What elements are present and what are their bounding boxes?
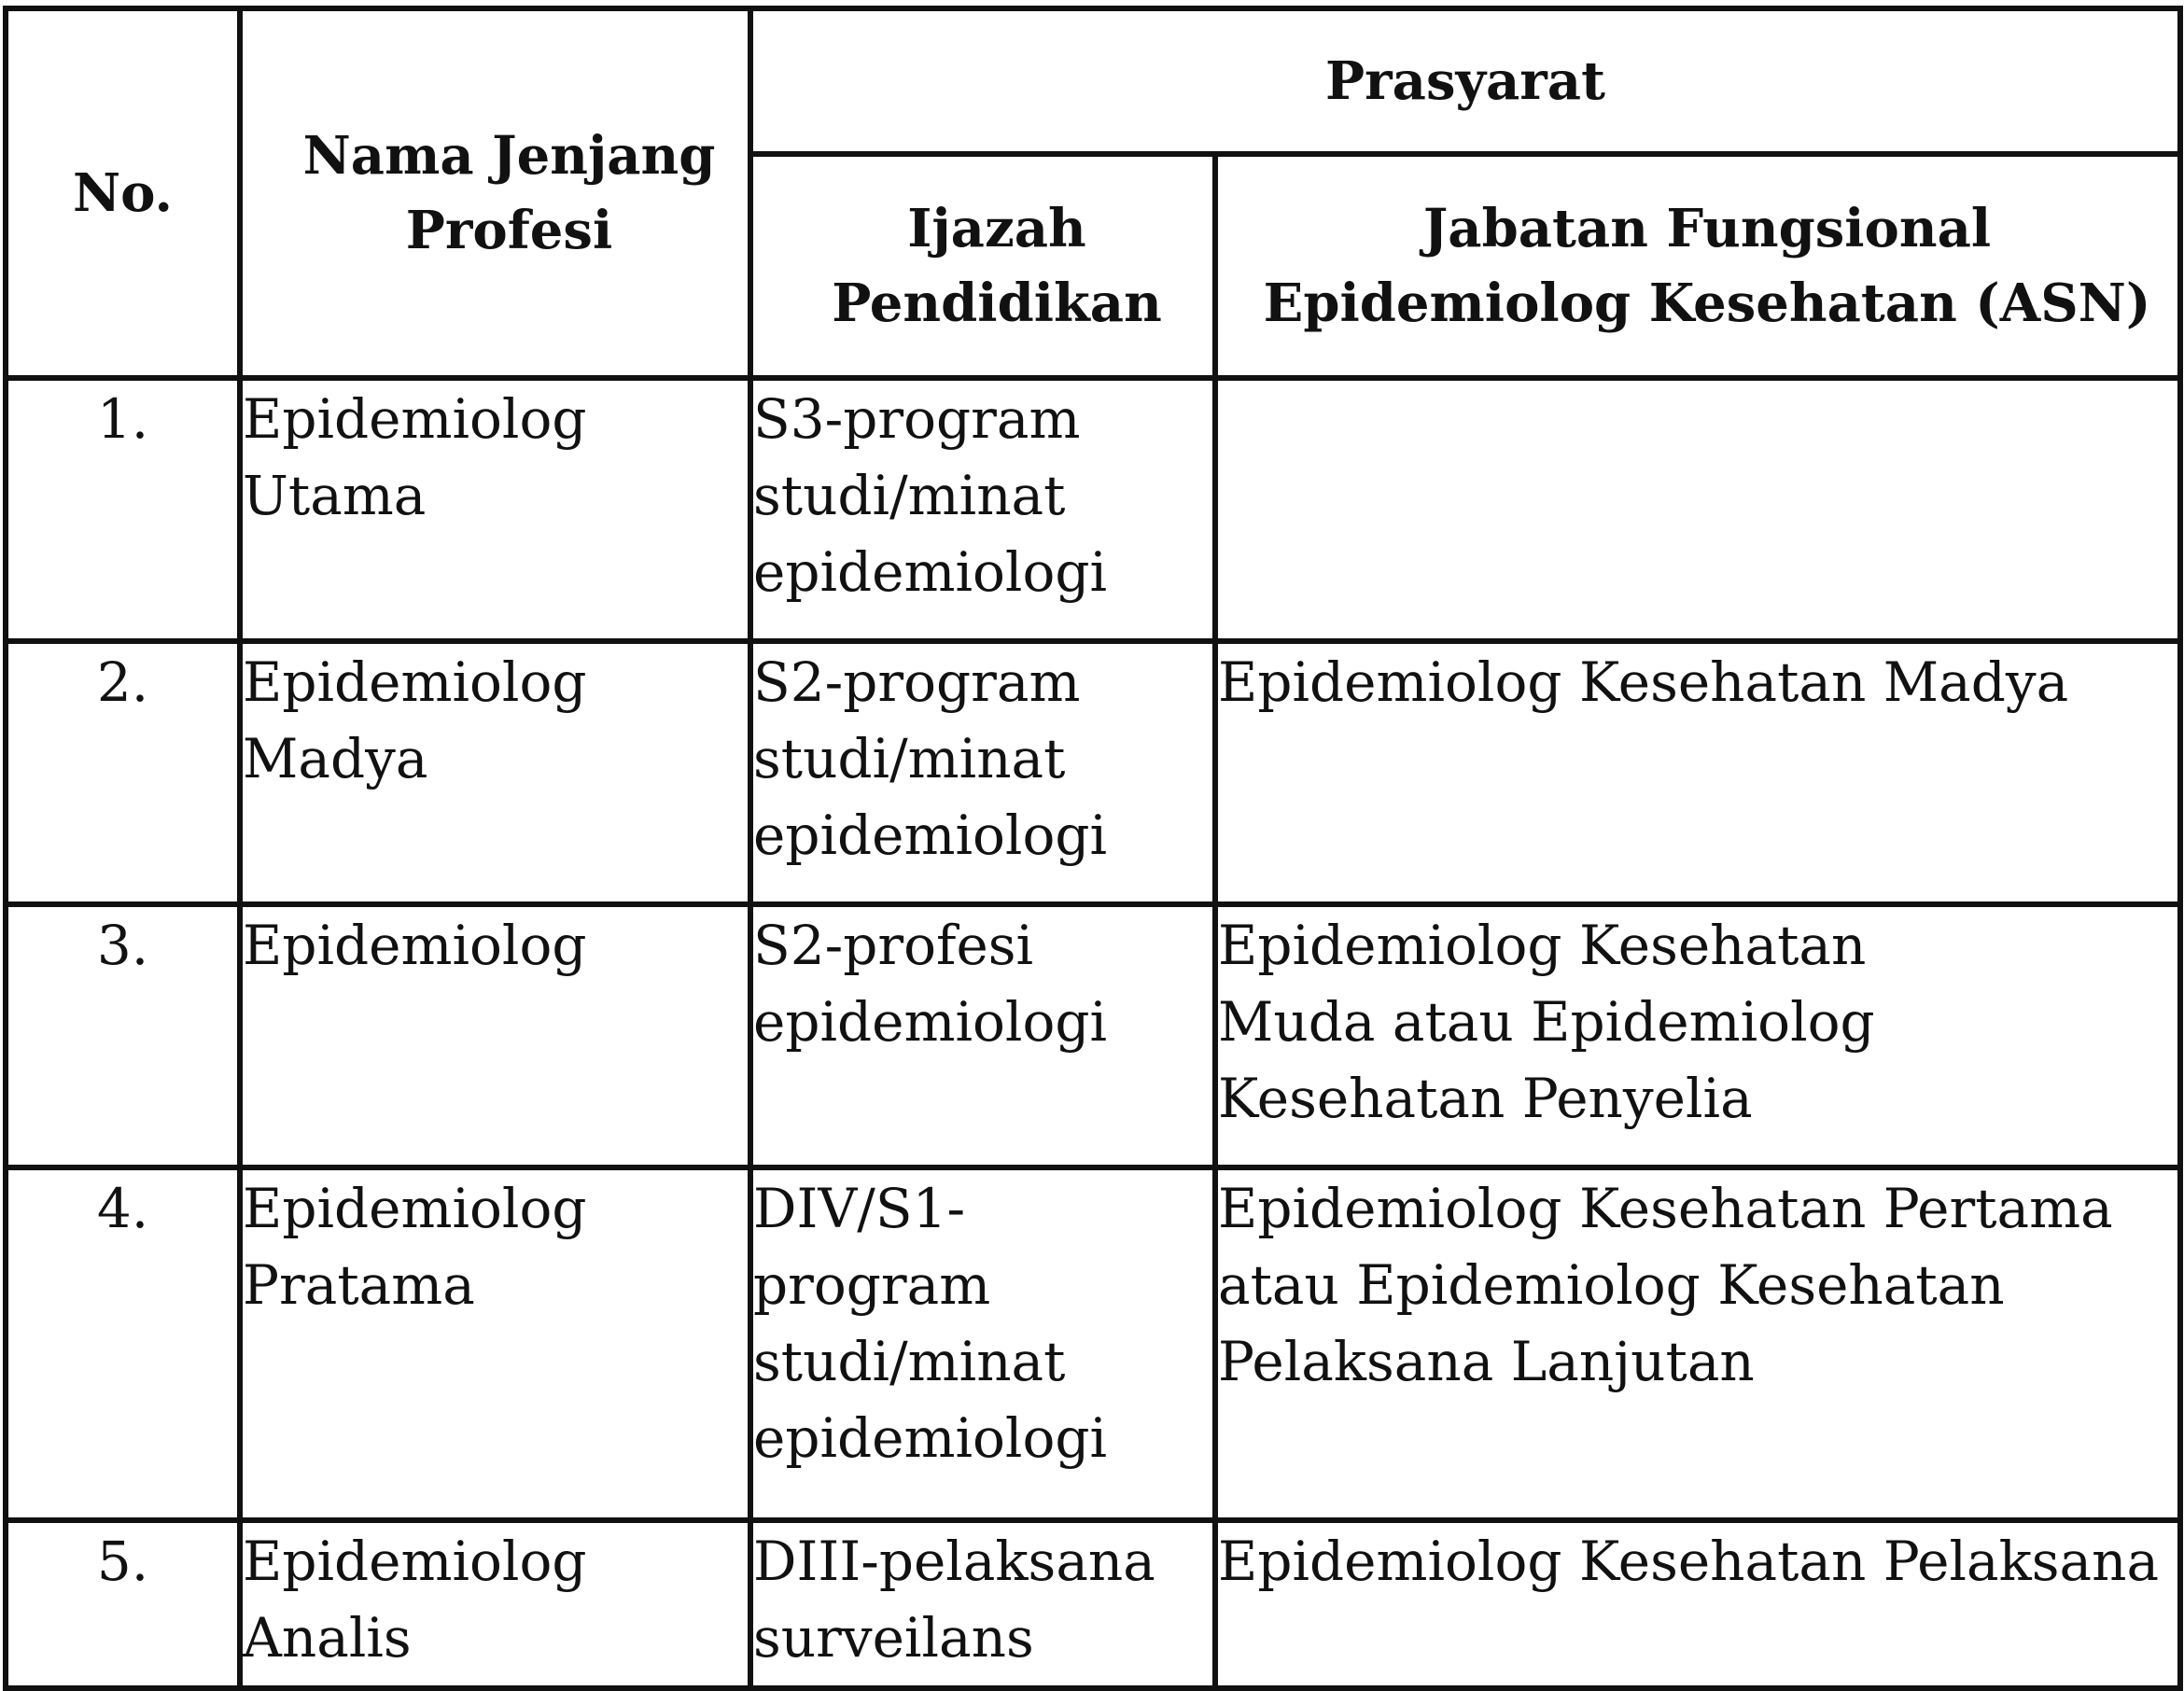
jabatan-cell: Epidemiolog Kesehatan Madya bbox=[1215, 641, 2180, 904]
header-no: No. bbox=[6, 8, 240, 378]
jenjang-name: Epidemiolog Madya bbox=[240, 641, 750, 904]
ijazah-cell: DIV/S1- program studi/minat epidemiologi bbox=[750, 1167, 1215, 1520]
row-number: 3. bbox=[6, 904, 240, 1167]
jabatan-cell: Epidemiolog Kesehatan Muda atau Epidemiolog Kesehatan Penyelia bbox=[1215, 904, 2180, 1167]
header-nama-jenjang: Nama Jenjang Profesi bbox=[240, 8, 750, 378]
header-ijazah: Ijazah Pendidikan bbox=[750, 154, 1215, 378]
row-number: 1. bbox=[6, 378, 240, 641]
jabatan-cell: Epidemiolog Kesehatan Pelaksana bbox=[1215, 1520, 2180, 1688]
ijazah-cell: DIII-pelaksana surveilans bbox=[750, 1520, 1215, 1688]
ijazah-cell: S2-program studi/minat epidemiologi bbox=[750, 641, 1215, 904]
jenjang-name: Epidemiolog Utama bbox=[240, 378, 750, 641]
header-row-top bbox=[6, 8, 2180, 154]
table-row bbox=[6, 1167, 2180, 1520]
table-row bbox=[6, 641, 2180, 904]
jenjang-name: Epidemiolog bbox=[240, 904, 750, 1167]
table-row bbox=[6, 378, 2180, 641]
row-number: 5. bbox=[6, 1520, 240, 1688]
jenjang-name: Epidemiolog Analis bbox=[240, 1520, 750, 1688]
jabatan-cell: Epidemiolog Kesehatan Pertama atau Epidemiolog Kesehatan Pelaksana Lanjutan bbox=[1215, 1167, 2180, 1520]
row-number: 4. bbox=[6, 1167, 240, 1520]
requirements-table bbox=[3, 6, 2183, 1691]
table-row bbox=[6, 904, 2180, 1167]
table-row bbox=[6, 1520, 2180, 1688]
ijazah-cell: S2-profesi epidemiologi bbox=[750, 904, 1215, 1167]
jabatan-cell bbox=[1215, 378, 2180, 641]
header-jabatan: Jabatan Fungsional Epidemiolog Kesehatan (ASN) bbox=[1215, 154, 2180, 378]
row-number: 2. bbox=[6, 641, 240, 904]
ijazah-cell: S3-program studi/minat epidemiologi bbox=[750, 378, 1215, 641]
jenjang-name: Epidemiolog Pratama bbox=[240, 1167, 750, 1520]
header-prasyarat: Prasyarat bbox=[750, 8, 2180, 154]
